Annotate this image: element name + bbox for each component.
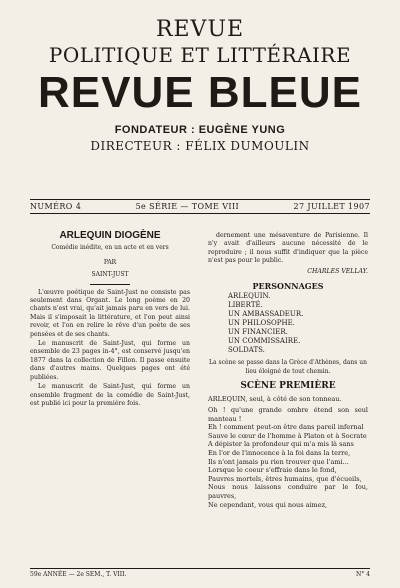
masthead-line-revue: REVUE [155, 17, 245, 42]
verse-line: Lorsque le coeur s'effraie dans le fond, [208, 466, 337, 475]
issue-line [30, 199, 370, 214]
verse-line: En l'or de l'innocence à la foi dans la terre, [208, 449, 351, 458]
person-item: SOLDATS. [228, 346, 265, 355]
verse-line: Ils n'ont jamais pu rien trouver que l'ami... [208, 457, 349, 466]
founder-line: FONDATEUR : EUGÈNE YUNG [114, 124, 286, 136]
person-item: UN AMBASSADEUR. [228, 310, 304, 319]
paragraph-1: L'œuvre poétique de Saint-Just ne consiste pas seulement dans Organt. Le long poème en 20 chants n'est vrai, qu'ait jamais paru en vers de lui. Mais il s'imposait la littérature, et l'on peut ainsi revoir, et l'on en relire le rêve d'un poète de ses pensées et de ses chants. [30, 288, 190, 338]
person-item: LIBERTÉ. [228, 301, 263, 310]
verse-line: Ne cependant, vous qui nous aimez, [208, 500, 328, 509]
article-subtitle: Comédie inédite, en un acte et en vers [51, 244, 169, 252]
persons-heading: PERSONNAGES [252, 281, 324, 292]
issue-number: NUMÉRO 4 [30, 202, 82, 211]
right-column [208, 232, 368, 509]
verse-line: Oh ! qu'une grande ombre étend son seul manteau ! [208, 406, 368, 423]
paragraph-2: Le manuscrit de Saint-Just, qui forme un ensemble de 23 pages in-4°, est conservé jusqu'en 1877 dans la collection de Fillon. Il passe ensuite dans d'autres mains. Quelques pages ont été publiées. [30, 340, 190, 381]
scene-title: SCÈNE PREMIÈRE [240, 381, 336, 392]
director-line: DIRECTEUR : FÉLIX DUMOULIN [90, 139, 310, 153]
verse-line: Sauve le cœur de l'homme à Platon et à Socrate [208, 431, 367, 440]
masthead-line-politique: POLITIQUE ET LITTÉRAIRE [48, 43, 352, 67]
footer-right: N° 4 [356, 571, 370, 578]
left-column [30, 232, 190, 409]
paragraph-3: Le manuscrit de Saint-Just, qui forme un ensemble fragment de la comédie de Saint-Just, est publié ici pour la première fois. [30, 383, 190, 407]
article-title: ARLEQUIN DIOGÈNE [59, 230, 161, 241]
masthead-title: REVUE BLEUE [38, 68, 362, 117]
issue-date: 27 JUILLET 1907 [293, 202, 370, 211]
signature: CHARLES VELLAY. [307, 267, 368, 275]
verse-line: Eh ! comment peut-on être dans pareil infernal [208, 423, 364, 432]
verse-line: Nous nous laissons conduire par le fou, pauvres, [208, 483, 368, 500]
divider [90, 284, 130, 285]
verse-line: A dépister la profondeur qui m'a mis là sans [208, 440, 354, 449]
footer-left: 59e ANNÉE — 2e SEM., T. VIII. [30, 571, 127, 578]
right-paragraph: dernement une mésaventure de Parisienne. Il n'y avait d'ailleurs aucune nécessité de le reproduire ; il nous suffit d'indiquer que la pièce n'est pas pour le public. [208, 232, 368, 265]
issue-series: 5e SÉRIE — TOME VIII [135, 202, 240, 211]
verse-line: Pauvres mortels, êtres humains, que d'écueils, [208, 474, 362, 483]
masthead [0, 18, 400, 153]
article-author: SAINT-JUST [91, 271, 129, 279]
persons-list [228, 292, 368, 355]
article-author-prefix: PAR [103, 258, 117, 266]
footer [30, 568, 370, 578]
scene-note: La scène se passe dans la Grèce d'Athènes, dans un lieu éloigné de tout chemin. [209, 359, 367, 375]
person-item: UN COMMISSAIRE. [228, 337, 301, 346]
person-item: UN FINANCIER. [228, 328, 288, 337]
person-item: UN PHILOSOPHE. [228, 319, 295, 328]
scene-speaker: ARLEQUIN, seul, à côté de son tonneau. [208, 394, 342, 403]
persons-block [208, 282, 368, 355]
person-item: ARLEQUIN. [228, 292, 271, 301]
